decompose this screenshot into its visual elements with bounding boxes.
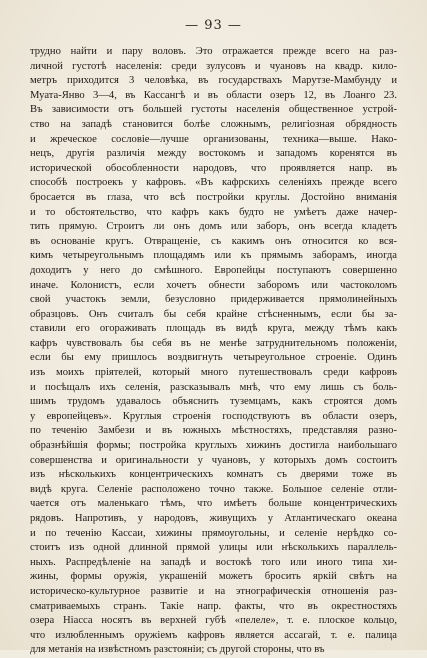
text-line: свой участокъ земли, безусловно придерживается прямолинейныхъ [30, 294, 397, 306]
text-line: озера Ніасса носятъ въ верхней губѣ «пелеле», т. е. плоское кольцо, [30, 615, 397, 627]
text-line: изъ нѣсколькихъ концентрическихъ комнатъ съ дверями тоже въ [30, 469, 397, 481]
text-line: шимъ трудомъ удавалось объяснить туземцамъ, какъ строятся домъ [30, 396, 397, 408]
text-line: ныхъ. Распредѣленіе на западѣ и востокѣ того или иного типа хи- [30, 556, 397, 568]
text-line: изъ моихъ пріятелей, который много путешествовалъ среди кафровъ [30, 367, 397, 379]
text-line: видѣ круга. Селеніе расположено точно также. Большое селеніе отли- [30, 483, 397, 495]
text-line: трудно найти и пару воловъ. Это отражается прежде всего на раз- [30, 46, 397, 57]
text-line: по теченію Замбези и въ южныхъ мѣстностяхъ, представляя разно- [30, 425, 397, 437]
text-line: тить прямую. Строитъ ли онъ домъ или заборъ, онъ всегда кладетъ [30, 221, 397, 233]
text-line: стоитъ изъ одной длинной прямой улицы или нѣсколькихъ параллель- [30, 542, 397, 554]
text-line: для метанія на извѣстномъ разстояніи; съ другой стороны, что въ [30, 644, 325, 656]
text-line: способѣ построекъ у кафровъ. «Въ кафрскихъ селеніяхъ прежде всего [30, 177, 397, 189]
text-line: образнѣйшія формы; постройка круглыхъ хижинъ достигла наибольшаго [30, 440, 397, 452]
text-line: Въ зависимости отъ большей густоты населенія общественное устрой- [30, 104, 397, 116]
text-line: кимъ четыреугольнымъ площадямъ или къ прямымъ заборамъ, иногда [30, 250, 397, 262]
text-line: сматриваемыхъ странъ. Такіе напр. факты, что въ окрестностяхъ [30, 600, 397, 612]
page-number: — 93 — [185, 18, 242, 33]
text-line: метръ приходится 3 человѣка, въ государствахъ Марутзе-Мамбунду и [30, 75, 397, 87]
text-line: исторической обособленности народовъ, что проявляется напр. въ [30, 162, 397, 174]
text-line: Муата-Янво 3—4, въ Кассангѣ и въ области озеръ 12, въ Лоанго 23. [30, 89, 397, 101]
text-line: ство на западѣ становится болѣе сложнымъ, религіозная обрядность [30, 118, 397, 130]
text-line: и по теченію Кассаи, хижины прямоугольны, и селеніе нерѣдко со- [30, 527, 397, 539]
text-line: что излюбленнымъ оружіемъ кафровъ является ассагай, т. е. палица [30, 629, 397, 641]
text-line: и жреческое сословіе—лучше организованы, техника—выше. Нако- [30, 133, 397, 145]
text-line: иначе. Колонистъ, если хочетъ обнести заборомъ или частоколомъ [30, 279, 397, 291]
text-line: кафръ чувствовалъ бы себя въ не менѣе затруднительномъ положеніи, [30, 337, 397, 349]
text-line: у европейцевъ». Круглыя строенія господствуютъ въ области озеръ, [30, 410, 397, 422]
text-line: жины, формы оружія, украшеній можетъ бросить яркій свѣтъ на [30, 571, 397, 583]
text-line: если бы ему пришлось воздвигнуть четыреугольное строеніе. Одинъ [30, 352, 397, 364]
text-line: и то обстоятельство, что кафръ какъ будто не умѣетъ даже начер- [30, 206, 397, 218]
text-line: историческо-культурное развитіе и на этнографическія отношенія раз- [30, 585, 397, 597]
body-text [30, 45, 397, 658]
text-line: и посѣщалъ ихъ селенія, разсказывалъ мнѣ, что ему лишь съ боль- [30, 381, 397, 393]
text-line: нецъ, другія различія между востокомъ и западомъ коренятся въ [30, 148, 397, 160]
text-line: доходитъ у него до смѣшного. Европейцы поступаютъ совершенно [30, 264, 397, 276]
text-line: личной густотѣ населенія: среди зулусовъ и чуановъ на квадр. кило- [30, 60, 397, 72]
text-line: совершенства и оригинальности у чуановъ, у которыхъ домъ состоитъ [30, 454, 397, 466]
text-line: въ основаніе кругъ. Отвращеніе, съ какимъ онъ относится ко вся- [30, 235, 397, 247]
text-line: бросается въ глаза, что всѣ постройки круглы. Достойно вниманія [30, 191, 397, 203]
text-line: образцовъ. Онъ считалъ бы себя крайне стѣсненнымъ, если бы за- [30, 308, 397, 320]
text-line: ставили его огораживать площадь въ видѣ круга, между тѣмъ какъ [30, 323, 397, 335]
text-line: рядовъ. Напротивъ, у народовъ, живущихъ у Атлантическаго океана [30, 513, 397, 524]
text-line: чается отъ маленькаго тѣмъ, что имѣетъ больше концентрическихъ [30, 498, 397, 510]
